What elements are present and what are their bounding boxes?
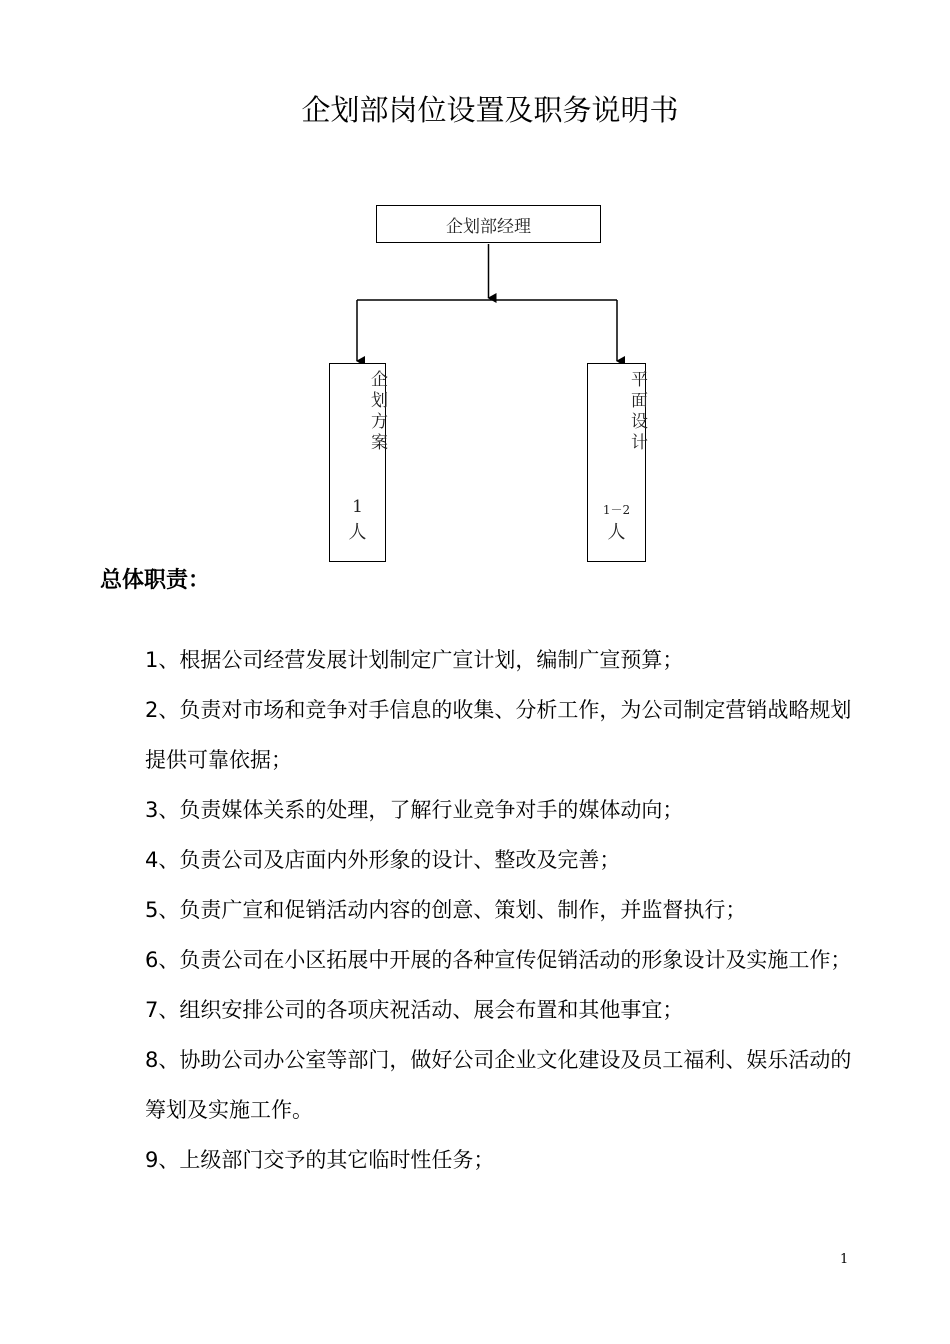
document-title: 企划部岗位设置及职务说明书	[301, 93, 679, 127]
position-count: 1	[352, 497, 363, 517]
org-node-planning	[329, 363, 386, 562]
duty-item: 6、负责公司在小区拓展中开展的各种宣传促销活动的形象设计及实施工作；	[145, 948, 852, 972]
duty-item: 7、组织安排公司的各项庆祝活动、展会布置和其他事宜；	[145, 998, 684, 1022]
org-node-graphic-design	[587, 363, 646, 562]
duty-item: 3、负责媒体关系的处理，了解行业竞争对手的媒体动向；	[145, 798, 684, 822]
duty-item: 2、负责对市场和竞争对手信息的收集、分析工作，为公司制定营销战略规划提供可靠依据；	[145, 698, 852, 772]
position-unit: 人	[348, 522, 367, 543]
duty-item: 8、协助公司办公室等部门，做好公司企业文化建设及员工福利、娱乐活动的筹划及实施工作。	[145, 1048, 852, 1122]
duties-list	[145, 635, 857, 1185]
position-name: 平面设计	[627, 370, 647, 454]
org-chart-connectors	[0, 0, 950, 600]
duty-item: 1、根据公司经营发展计划制定广宣计划，编制广宣预算；	[145, 648, 684, 672]
manager-label: 企划部经理	[446, 216, 531, 237]
duty-item: 9、上级部门交予的其它临时性任务；	[145, 1148, 495, 1172]
duty-item: 5、负责广宣和促销活动内容的创意、策划、制作，并监督执行；	[145, 898, 747, 922]
section-heading: 总体职责：	[100, 568, 211, 593]
position-count: 1－2	[602, 503, 631, 517]
page-number: 1	[840, 1252, 849, 1267]
position-unit: 人	[607, 522, 626, 543]
org-node-manager	[376, 205, 601, 243]
position-name: 企划方案	[367, 370, 387, 454]
duty-item: 4、负责公司及店面内外形象的设计、整改及完善；	[145, 848, 621, 872]
